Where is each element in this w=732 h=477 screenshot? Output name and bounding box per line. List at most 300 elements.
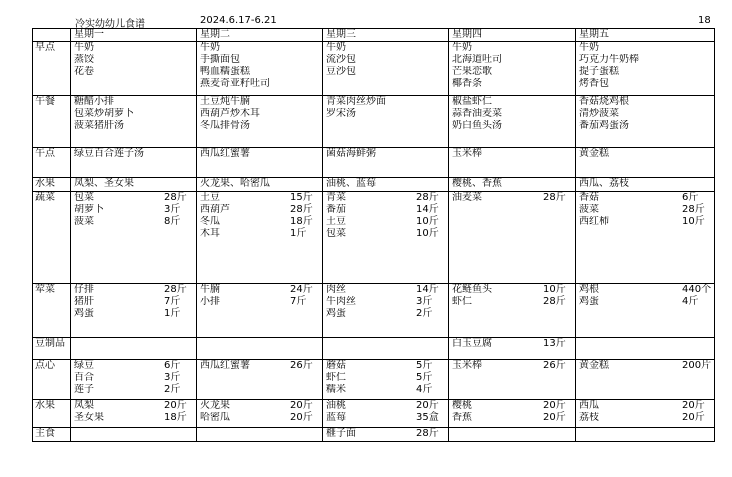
item-name: 西葫芦 bbox=[200, 204, 230, 215]
item-name: 青菜 bbox=[326, 192, 346, 203]
meal-row bbox=[33, 360, 715, 400]
menu-item bbox=[326, 148, 448, 160]
item-name: 哈密瓜 bbox=[200, 412, 230, 423]
item-name: 肉丝 bbox=[326, 284, 346, 295]
item-quantity: 7斤 bbox=[290, 296, 307, 307]
menu-item bbox=[579, 42, 714, 54]
item-name: 豆沙包 bbox=[326, 66, 356, 77]
item-name: 百合 bbox=[74, 372, 94, 383]
menu-cell bbox=[576, 338, 715, 360]
item-name: 凤梨 bbox=[74, 400, 94, 411]
menu-item bbox=[452, 96, 575, 108]
item-name: 鸡蛋 bbox=[74, 308, 94, 319]
menu-item bbox=[452, 54, 575, 66]
menu-item bbox=[326, 192, 448, 204]
item-name: 蒜香油麦菜 bbox=[452, 108, 502, 119]
menu-item bbox=[452, 192, 575, 204]
meal-row bbox=[33, 96, 715, 148]
item-name: 奶白鱼头汤 bbox=[452, 120, 502, 131]
menu-item bbox=[74, 296, 196, 308]
item-name: 油桃、蓝莓 bbox=[326, 178, 376, 189]
item-name: 油麦菜 bbox=[452, 192, 482, 203]
day-header: 星期一 bbox=[71, 29, 197, 42]
menu-item bbox=[74, 42, 196, 54]
item-name: 火龙果 bbox=[200, 400, 230, 411]
menu-item bbox=[579, 108, 714, 120]
menu-cell bbox=[71, 338, 197, 360]
menu-item bbox=[579, 120, 714, 132]
menu-item bbox=[579, 412, 714, 424]
menu-cell bbox=[576, 42, 715, 96]
menu-item bbox=[74, 178, 196, 190]
item-name: 油桃 bbox=[326, 400, 346, 411]
item-name: 玉米棒 bbox=[452, 360, 482, 371]
meal-row bbox=[33, 178, 715, 192]
row-label: 荤菜 bbox=[33, 284, 71, 338]
row-label: 午餐 bbox=[33, 96, 71, 148]
item-name: 蘑菇 bbox=[326, 360, 346, 371]
menu-item bbox=[579, 204, 714, 216]
meal-row bbox=[33, 148, 715, 178]
menu-cell bbox=[323, 148, 449, 178]
menu-item bbox=[452, 120, 575, 132]
item-name: 手撕面包 bbox=[200, 54, 240, 65]
item-name: 黄金糕 bbox=[579, 360, 609, 371]
menu-item bbox=[200, 192, 322, 204]
menu-cell bbox=[197, 360, 323, 400]
date-range: 2024.6.17-6.21 bbox=[200, 15, 277, 26]
item-name: 玉米棒 bbox=[452, 148, 482, 159]
item-name: 椰香条 bbox=[452, 78, 482, 89]
row-label: 午点 bbox=[33, 148, 71, 178]
menu-cell bbox=[71, 96, 197, 148]
menu-item bbox=[452, 338, 575, 350]
menu-item bbox=[452, 78, 575, 90]
item-quantity: 20斤 bbox=[290, 400, 313, 411]
item-quantity: 20斤 bbox=[290, 412, 313, 423]
item-name: 樱桃、香蕉 bbox=[452, 178, 502, 189]
item-name: 牛腩 bbox=[200, 284, 220, 295]
item-name: 蒸饺 bbox=[74, 54, 94, 65]
menu-item bbox=[452, 108, 575, 120]
menu-item bbox=[200, 412, 322, 424]
menu-cell bbox=[449, 192, 576, 284]
row-label: 水果 bbox=[33, 178, 71, 192]
menu-item bbox=[74, 284, 196, 296]
menu-cell bbox=[71, 148, 197, 178]
day-header: 星期四 bbox=[449, 29, 576, 42]
day-header: 星期二 bbox=[197, 29, 323, 42]
row-label: 豆制品 bbox=[33, 338, 71, 360]
item-name: 牛奶 bbox=[74, 42, 94, 53]
day-header: 星期三 bbox=[323, 29, 449, 42]
menu-item bbox=[579, 66, 714, 78]
menu-item bbox=[326, 228, 448, 240]
item-name: 绿豆百合莲子汤 bbox=[74, 148, 144, 159]
menu-item bbox=[74, 96, 196, 108]
item-quantity: 20斤 bbox=[682, 412, 705, 423]
item-quantity: 4斤 bbox=[416, 384, 433, 395]
menu-item bbox=[74, 308, 196, 320]
item-name: 西瓜红蜜薯 bbox=[200, 360, 250, 371]
menu-item bbox=[452, 400, 575, 412]
item-name: 牛奶 bbox=[200, 42, 220, 53]
item-quantity: 440个 bbox=[682, 284, 712, 295]
menu-cell bbox=[71, 178, 197, 192]
item-name: 虾仁 bbox=[326, 372, 346, 383]
menu-cell bbox=[197, 96, 323, 148]
menu-item bbox=[326, 204, 448, 216]
item-quantity: 20斤 bbox=[682, 400, 705, 411]
menu-item bbox=[326, 384, 448, 396]
item-quantity: 20斤 bbox=[164, 400, 187, 411]
item-name: 牛肉丝 bbox=[326, 296, 356, 307]
item-name: 土豆 bbox=[326, 216, 346, 227]
menu-cell bbox=[197, 400, 323, 428]
menu-cell bbox=[576, 148, 715, 178]
menu-table bbox=[32, 28, 715, 442]
item-name: 鸡蛋 bbox=[579, 296, 599, 307]
menu-item bbox=[326, 428, 448, 440]
item-quantity: 28斤 bbox=[416, 428, 439, 439]
menu-cell bbox=[197, 338, 323, 360]
menu-item bbox=[326, 108, 448, 120]
row-label: 蔬菜 bbox=[33, 192, 71, 284]
menu-item bbox=[326, 360, 448, 372]
menu-item bbox=[74, 360, 196, 372]
item-name: 菠菜 bbox=[579, 204, 599, 215]
menu-item bbox=[74, 120, 196, 132]
menu-item bbox=[200, 148, 322, 160]
menu-item bbox=[326, 308, 448, 320]
menu-item bbox=[326, 412, 448, 424]
menu-item bbox=[326, 178, 448, 190]
item-name: 西瓜红蜜薯 bbox=[200, 148, 250, 159]
menu-item bbox=[74, 400, 196, 412]
menu-item bbox=[200, 42, 322, 54]
item-name: 青菜肉丝炒面 bbox=[326, 96, 386, 107]
item-quantity: 18斤 bbox=[290, 216, 313, 227]
item-quantity: 28斤 bbox=[290, 204, 313, 215]
day-header: 星期五 bbox=[576, 29, 715, 42]
menu-cell bbox=[197, 428, 323, 442]
menu-item bbox=[579, 148, 714, 160]
menu-cell bbox=[576, 192, 715, 284]
menu-cell bbox=[576, 178, 715, 192]
item-name: 香蕉 bbox=[452, 412, 472, 423]
item-name: 花鲢鱼头 bbox=[452, 284, 492, 295]
menu-item bbox=[200, 204, 322, 216]
menu-item bbox=[452, 42, 575, 54]
menu-item bbox=[200, 108, 322, 120]
meal-row bbox=[33, 428, 715, 442]
menu-item bbox=[579, 192, 714, 204]
menu-item bbox=[200, 66, 322, 78]
item-name: 猪肝 bbox=[74, 296, 94, 307]
menu-cell bbox=[576, 284, 715, 338]
menu-item bbox=[200, 96, 322, 108]
page-number: 18 bbox=[698, 15, 711, 26]
item-name: 花卷 bbox=[74, 66, 94, 77]
item-quantity: 13斤 bbox=[543, 338, 566, 349]
row-label: 主食 bbox=[33, 428, 71, 442]
menu-cell bbox=[197, 284, 323, 338]
item-name: 菌菇海鲜粥 bbox=[326, 148, 376, 159]
menu-cell bbox=[576, 360, 715, 400]
item-name: 包菜炒胡萝卜 bbox=[74, 108, 134, 119]
item-name: 鸡根 bbox=[579, 284, 599, 295]
item-name: 木耳 bbox=[200, 228, 220, 239]
item-quantity: 3斤 bbox=[164, 204, 181, 215]
menu-item bbox=[200, 216, 322, 228]
menu-cell bbox=[449, 360, 576, 400]
menu-cell bbox=[197, 178, 323, 192]
meal-row bbox=[33, 42, 715, 96]
item-quantity: 2斤 bbox=[416, 308, 433, 319]
row-label: 早点 bbox=[33, 42, 71, 96]
item-name: 牛奶 bbox=[452, 42, 472, 53]
menu-item bbox=[200, 400, 322, 412]
menu-item bbox=[452, 178, 575, 190]
item-name: 菠菜 bbox=[74, 216, 94, 227]
menu-item bbox=[74, 216, 196, 228]
item-quantity: 5斤 bbox=[416, 360, 433, 371]
item-name: 糯米 bbox=[326, 384, 346, 395]
menu-cell bbox=[449, 428, 576, 442]
menu-item bbox=[200, 360, 322, 372]
menu-item bbox=[452, 66, 575, 78]
menu-item bbox=[74, 148, 196, 160]
item-name: 小排 bbox=[200, 296, 220, 307]
corner-cell bbox=[33, 29, 71, 42]
item-name: 香菇 bbox=[579, 192, 599, 203]
menu-cell bbox=[323, 284, 449, 338]
item-name: 椒盐虾仁 bbox=[452, 96, 492, 107]
item-name: 罗宋汤 bbox=[326, 108, 356, 119]
item-quantity: 28斤 bbox=[164, 284, 187, 295]
item-quantity: 26斤 bbox=[543, 360, 566, 371]
item-quantity: 20斤 bbox=[543, 400, 566, 411]
meal-row bbox=[33, 400, 715, 428]
day-header-row bbox=[33, 29, 715, 42]
menu-cell bbox=[323, 178, 449, 192]
item-quantity: 35盒 bbox=[416, 412, 439, 423]
menu-item bbox=[326, 96, 448, 108]
menu-title: 冷实幼幼儿食谱 bbox=[75, 19, 145, 30]
menu-item bbox=[326, 284, 448, 296]
menu-cell bbox=[323, 428, 449, 442]
menu-item bbox=[200, 284, 322, 296]
item-quantity: 14斤 bbox=[416, 284, 439, 295]
menu-cell bbox=[323, 338, 449, 360]
menu-item bbox=[200, 54, 322, 66]
meal-row bbox=[33, 284, 715, 338]
item-name: 冬瓜排骨汤 bbox=[200, 120, 250, 131]
item-quantity: 7斤 bbox=[164, 296, 181, 307]
menu-cell bbox=[576, 400, 715, 428]
menu-item bbox=[326, 372, 448, 384]
menu-cell bbox=[449, 400, 576, 428]
item-quantity: 4斤 bbox=[682, 296, 699, 307]
menu-cell bbox=[449, 42, 576, 96]
item-name: 鸡蛋 bbox=[326, 308, 346, 319]
menu-item bbox=[579, 296, 714, 308]
item-name: 牛奶 bbox=[579, 42, 599, 53]
menu-item bbox=[579, 216, 714, 228]
item-name: 西红柿 bbox=[579, 216, 609, 227]
menu-cell bbox=[449, 338, 576, 360]
menu-item bbox=[200, 296, 322, 308]
item-name: 胡萝卜 bbox=[74, 204, 104, 215]
menu-cell bbox=[449, 284, 576, 338]
item-quantity: 8斤 bbox=[164, 216, 181, 227]
menu-item bbox=[74, 66, 196, 78]
menu-item bbox=[200, 78, 322, 90]
item-quantity: 200片 bbox=[682, 360, 712, 371]
item-quantity: 1斤 bbox=[290, 228, 307, 239]
menu-cell bbox=[71, 192, 197, 284]
menu-cell bbox=[71, 284, 197, 338]
menu-item bbox=[452, 412, 575, 424]
item-name: 荔枝 bbox=[579, 412, 599, 423]
item-name: 菠菜猪肝汤 bbox=[74, 120, 124, 131]
menu-item bbox=[74, 384, 196, 396]
item-name: 提子蛋糕 bbox=[579, 66, 619, 77]
item-name: 牛奶 bbox=[326, 42, 346, 53]
menu-item bbox=[326, 296, 448, 308]
item-quantity: 26斤 bbox=[290, 360, 313, 371]
item-name: 绿豆 bbox=[74, 360, 94, 371]
item-quantity: 20斤 bbox=[416, 400, 439, 411]
item-name: 糖醋小排 bbox=[74, 96, 114, 107]
item-name: 莲子 bbox=[74, 384, 94, 395]
item-name: 番茄 bbox=[326, 204, 346, 215]
menu-item bbox=[452, 284, 575, 296]
menu-item bbox=[326, 400, 448, 412]
menu-cell bbox=[71, 400, 197, 428]
menu-cell bbox=[323, 192, 449, 284]
item-quantity: 20斤 bbox=[543, 412, 566, 423]
menu-item bbox=[579, 400, 714, 412]
menu-cell bbox=[197, 42, 323, 96]
item-name: 巧克力牛奶棒 bbox=[579, 54, 639, 65]
item-name: 土豆 bbox=[200, 192, 220, 203]
menu-item bbox=[326, 66, 448, 78]
menu-cell bbox=[323, 400, 449, 428]
item-quantity: 24斤 bbox=[290, 284, 313, 295]
item-quantity: 10斤 bbox=[682, 216, 705, 227]
menu-cell bbox=[71, 42, 197, 96]
menu-item bbox=[326, 54, 448, 66]
item-name: 北海道吐司 bbox=[452, 54, 502, 65]
item-quantity: 3斤 bbox=[416, 296, 433, 307]
menu-item bbox=[74, 412, 196, 424]
item-name: 黄金糕 bbox=[579, 148, 609, 159]
item-name: 番茄鸡蛋汤 bbox=[579, 120, 629, 131]
meal-row bbox=[33, 192, 715, 284]
menu-cell bbox=[71, 360, 197, 400]
item-name: 烤香包 bbox=[579, 78, 609, 89]
item-quantity: 6斤 bbox=[164, 360, 181, 371]
item-quantity: 2斤 bbox=[164, 384, 181, 395]
menu-item bbox=[579, 54, 714, 66]
menu-cell bbox=[323, 360, 449, 400]
item-name: 仔排 bbox=[74, 284, 94, 295]
item-quantity: 14斤 bbox=[416, 204, 439, 215]
item-name: 西瓜 bbox=[579, 400, 599, 411]
item-quantity: 15斤 bbox=[290, 192, 313, 203]
menu-cell bbox=[197, 192, 323, 284]
menu-item bbox=[74, 372, 196, 384]
item-quantity: 28斤 bbox=[543, 296, 566, 307]
item-name: 香菇烧鸡根 bbox=[579, 96, 629, 107]
menu-item bbox=[74, 54, 196, 66]
item-quantity: 10斤 bbox=[416, 216, 439, 227]
menu-item bbox=[579, 284, 714, 296]
menu-item bbox=[579, 360, 714, 372]
item-name: 蓝莓 bbox=[326, 412, 346, 423]
item-quantity: 28斤 bbox=[164, 192, 187, 203]
item-quantity: 3斤 bbox=[164, 372, 181, 383]
item-quantity: 28斤 bbox=[543, 192, 566, 203]
item-quantity: 10斤 bbox=[543, 284, 566, 295]
row-label: 水果 bbox=[33, 400, 71, 428]
item-name: 圣女果 bbox=[74, 412, 104, 423]
item-name: 樱桃 bbox=[452, 400, 472, 411]
item-name: 榧子面 bbox=[326, 428, 356, 439]
item-name: 清炒菠菜 bbox=[579, 108, 619, 119]
menu-item bbox=[326, 42, 448, 54]
menu-item bbox=[579, 96, 714, 108]
menu-cell bbox=[449, 96, 576, 148]
item-name: 虾仁 bbox=[452, 296, 472, 307]
item-quantity: 6斤 bbox=[682, 192, 699, 203]
menu-item bbox=[200, 178, 322, 190]
menu-item bbox=[452, 148, 575, 160]
item-name: 包菜 bbox=[74, 192, 94, 203]
item-name: 凤梨、圣女果 bbox=[74, 178, 134, 189]
menu-cell bbox=[323, 96, 449, 148]
menu-item bbox=[326, 216, 448, 228]
item-name: 包菜 bbox=[326, 228, 346, 239]
item-name: 鸭血糯蛋糕 bbox=[200, 66, 250, 77]
item-quantity: 5斤 bbox=[416, 372, 433, 383]
menu-item bbox=[579, 78, 714, 90]
item-name: 燕麦奇亚籽吐司 bbox=[200, 78, 270, 89]
menu-item bbox=[579, 178, 714, 190]
menu-cell bbox=[323, 42, 449, 96]
menu-cell bbox=[449, 178, 576, 192]
menu-item bbox=[452, 296, 575, 308]
item-name: 白玉豆腐 bbox=[452, 338, 492, 349]
item-quantity: 28斤 bbox=[416, 192, 439, 203]
item-name: 芒果恋歌 bbox=[452, 66, 492, 77]
menu-item bbox=[452, 360, 575, 372]
item-name: 土豆炖牛腩 bbox=[200, 96, 250, 107]
menu-cell bbox=[576, 428, 715, 442]
item-name: 火龙果、哈密瓜 bbox=[200, 178, 270, 189]
item-quantity: 28斤 bbox=[682, 204, 705, 215]
item-name: 西瓜、荔枝 bbox=[579, 178, 629, 189]
item-name: 冬瓜 bbox=[200, 216, 220, 227]
menu-item bbox=[200, 228, 322, 240]
menu-cell bbox=[449, 148, 576, 178]
item-quantity: 10斤 bbox=[416, 228, 439, 239]
menu-item bbox=[74, 192, 196, 204]
menu-cell bbox=[71, 428, 197, 442]
menu-item bbox=[200, 120, 322, 132]
item-quantity: 1斤 bbox=[164, 308, 181, 319]
